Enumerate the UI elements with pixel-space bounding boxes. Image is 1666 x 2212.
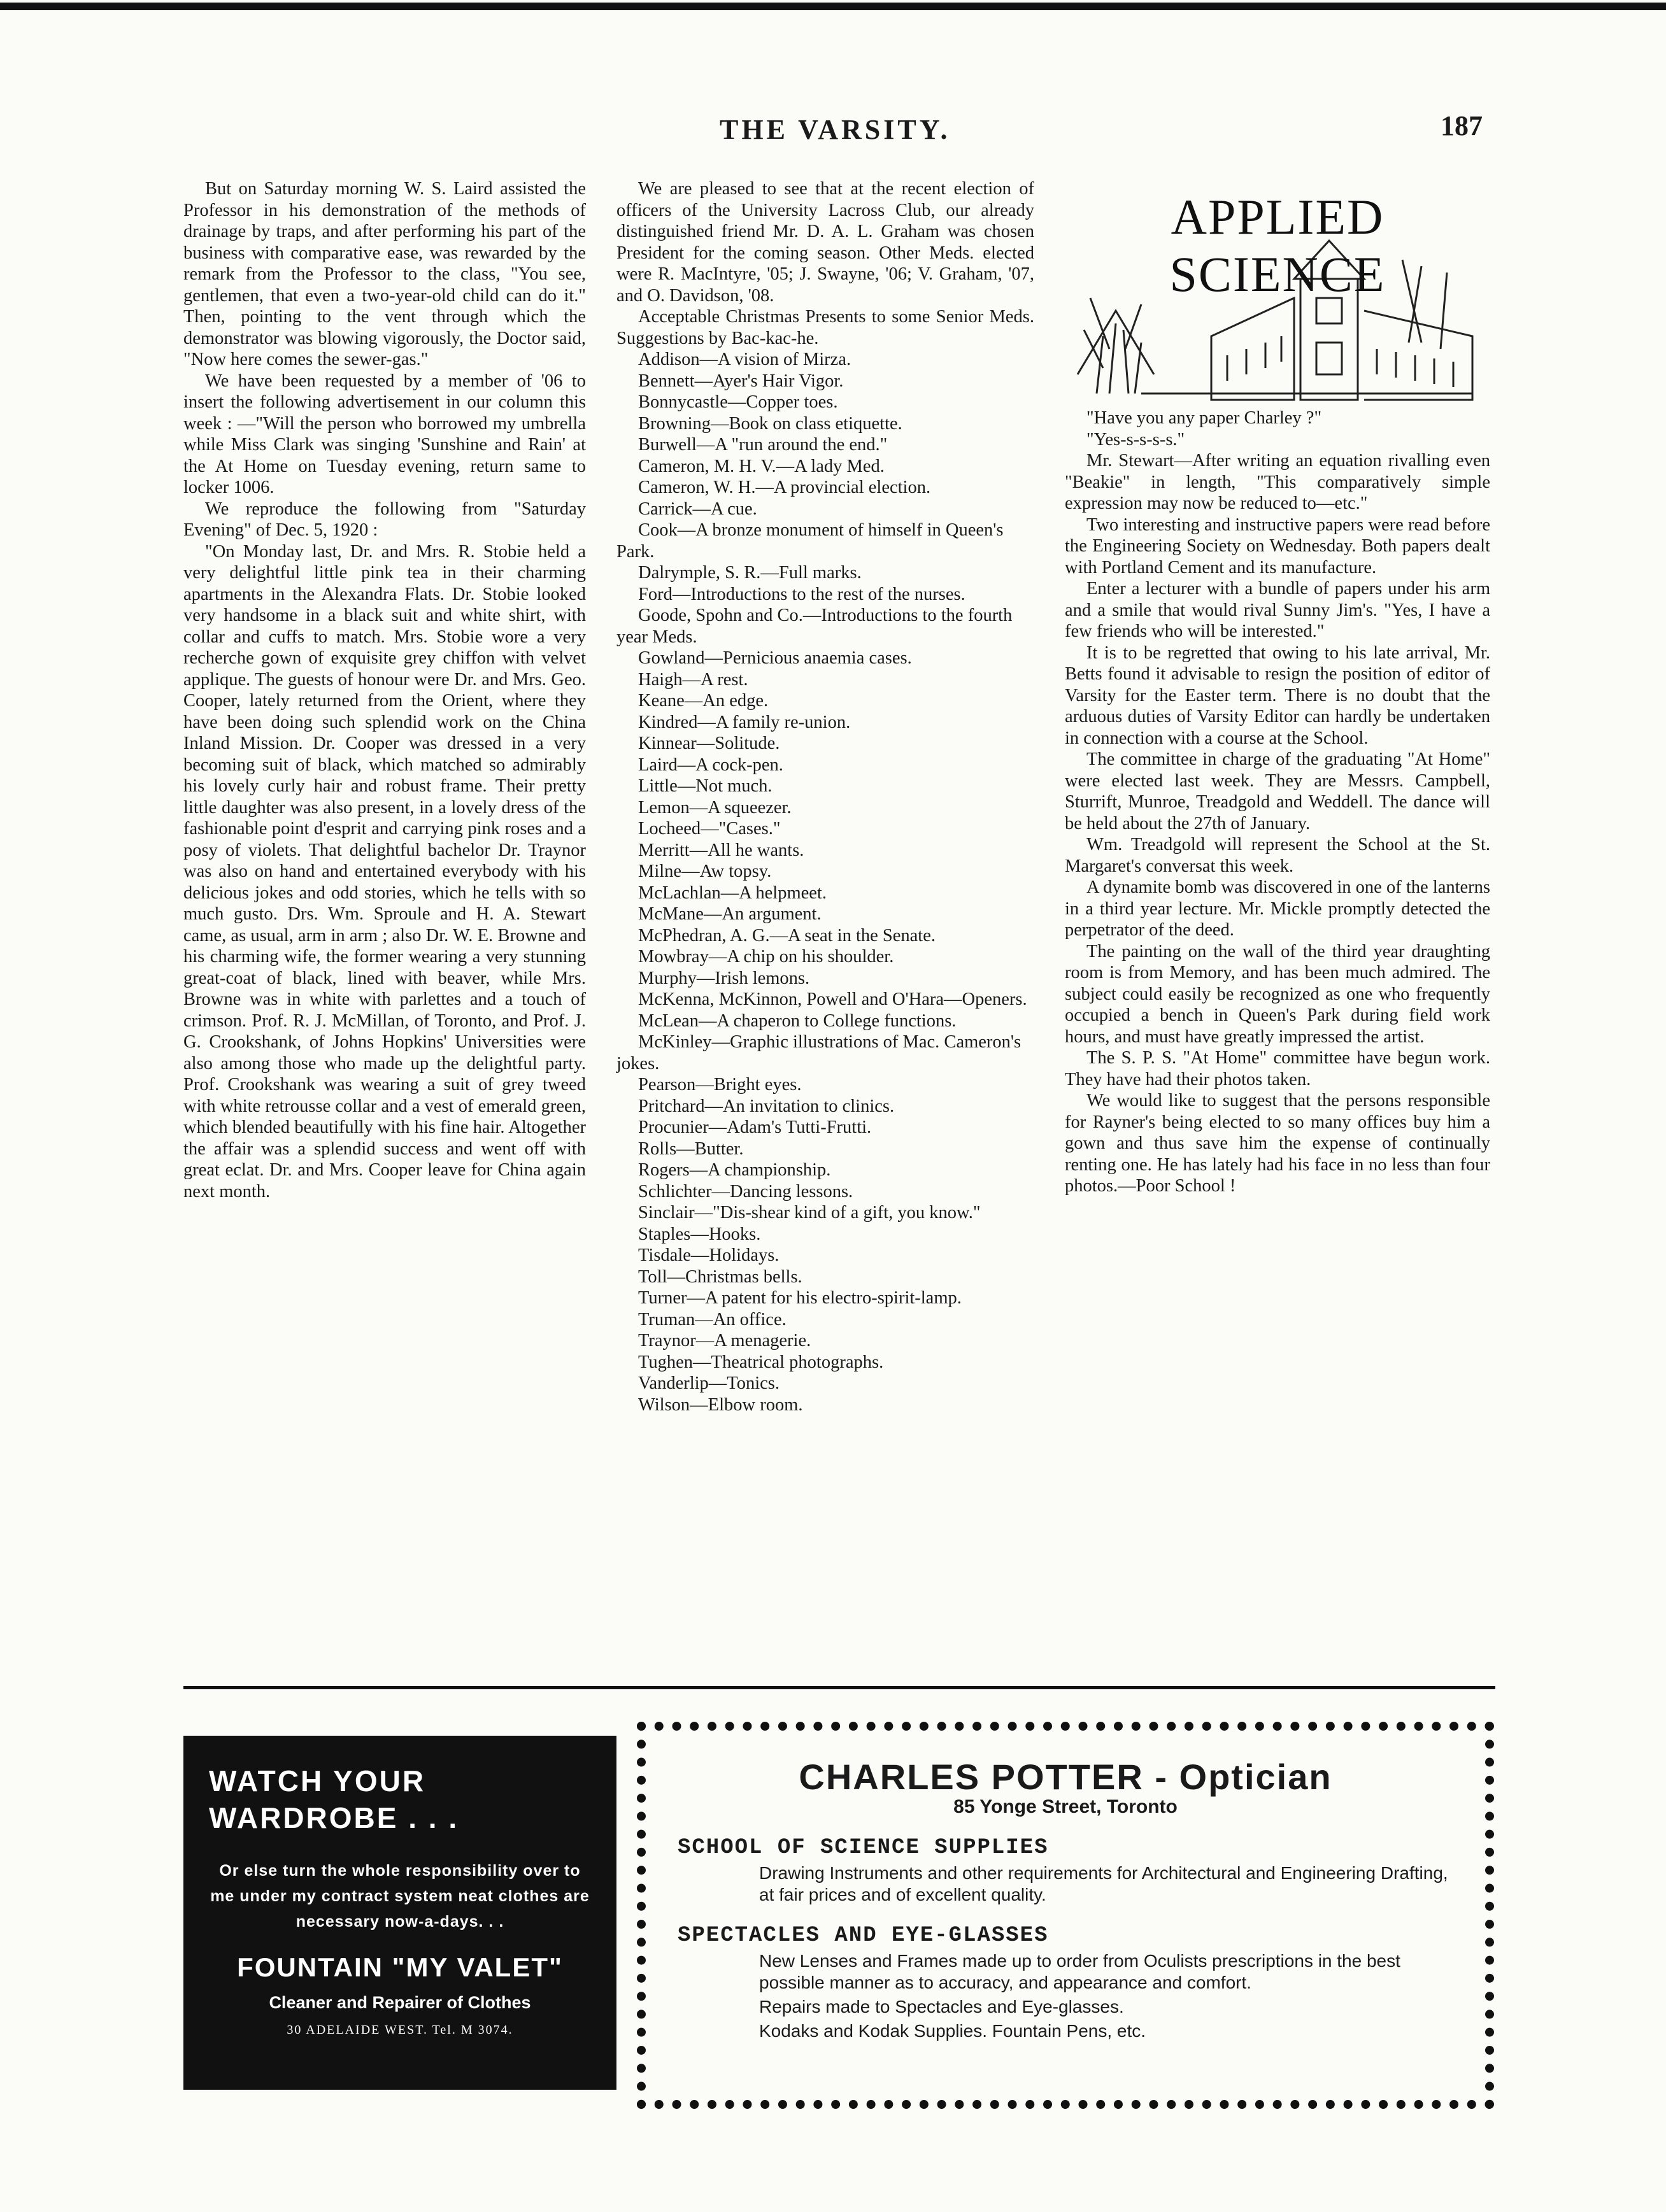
gift-list-item: McKinley—Graphic illustrations of Mac. Cameron's jokes. (616, 1032, 1022, 1074)
gift-list-item: Cameron, M. H. V.—A lady Med. (638, 456, 885, 476)
paragraph: We reproduce the following from "Saturday Evening" of Dec. 5, 1920 : (183, 499, 586, 540)
ad-section-title: SCHOOL OF SCIENCE SUPPLIES (678, 1836, 1049, 1860)
gift-list-item: Goode, Spohn and Co.—Introductions to the fourth year Meds. (616, 606, 1013, 647)
gift-list-item: Browning—Book on class etiquette. (638, 413, 902, 434)
gift-list-item: Mowbray—A chip on his shoulder. (638, 947, 894, 967)
column-christmas-presents (616, 178, 1034, 1415)
gift-list-item: Truman—An office. (638, 1309, 787, 1329)
ad-section-title: SPECTACLES AND EYE-GLASSES (678, 1924, 1049, 1948)
gift-list-item: Toll—Christmas bells. (638, 1266, 802, 1287)
paragraph: Enter a lecturer with a bundle of papers under his arm and a smile that would rival Sunny Jim's. "Yes, I have a few friends who will be interested." (1065, 579, 1490, 641)
ad-section-text: New Lenses and Frames made up to order from Oculists prescriptions in the best possible manner as to accuracy, and appearance and comfort. (759, 1951, 1400, 1992)
ad-business-name: CHARLES POTTER - Optician (799, 1757, 1332, 1797)
gift-list-item: Laird—A cock-pen. (638, 755, 783, 775)
paragraph: We would like to suggest that the persons responsible for Rayner's being elected to so many offices buy him a gown and thus save him the expense of continually renting one. He has lately had his face in no less than four photos.—Poor School ! (1065, 1091, 1490, 1196)
gift-list-item: Kinnear—Solitude. (638, 734, 780, 753)
gift-list-item: Murphy—Irish lemons. (638, 968, 810, 988)
gift-list (616, 349, 1034, 1415)
gift-list-item: McPhedran, A. G.—A seat in the Senate. (638, 925, 936, 946)
paragraph: The committee in charge of the graduating "At Home" were elected last week. They are Messrs. Campbell, Sturrift, Munroe, Treadgold and Weddell. The dance will be held about the 27th of January. (1065, 749, 1490, 833)
paragraph: "Have you any paper Charley ?" (1086, 408, 1322, 428)
gift-list-item: Tisdale—Holidays. (638, 1245, 780, 1265)
gift-list-item: Merritt—All he wants. (638, 840, 804, 860)
paragraph: But on Saturday morning W. S. Laird assisted the Professor in his demonstration of the methods of drainage by traps, and after performing his part of the business with comparative ease, was rewarded by the remark from the Professor to the class, "You see, gentlemen, that even a two-year-old child can do it." Then, pointing to the vent through which the demonstrator was blowing vigorously, the Doctor said, "Now here comes the sewer-gas." (183, 179, 586, 369)
gift-list-item: Vanderlip—Tonics. (638, 1373, 780, 1393)
gift-list-item: Dalrymple, S. R.—Full marks. (638, 563, 862, 583)
ad-tagline: Cleaner and Repairer of Clothes (269, 1993, 531, 2012)
gift-list-item: McLean—A chaperon to College functions. (638, 1010, 957, 1031)
gift-list-item: Staples—Hooks. (638, 1224, 761, 1244)
gift-list-item: Haigh—A rest. (638, 669, 748, 690)
gift-list-item: McKenna, McKinnon, Powell and O'Hara—Openers. (638, 989, 1027, 1009)
gift-list-item: Procunier—Adam's Tutti-Frutti. (638, 1117, 872, 1137)
top-border (0, 3, 1666, 10)
paragraph: The S. P. S. "At Home" committee have begun work. They have had their photos taken. (1065, 1048, 1490, 1089)
paragraph: Two interesting and instructive papers were read before the Engineering Society on Wednesday. Both papers dealt with Portland Cement and its manufacture. (1065, 514, 1490, 578)
optician-advertisement (637, 1722, 1494, 2109)
gift-list-item: Turner—A patent for his electro-spirit-lamp. (638, 1288, 962, 1308)
gift-list-item: Burwell—A "run around the end." (638, 435, 888, 455)
ad-headline: WARDROBE . . . (209, 1801, 459, 1834)
applied-science-banner (1065, 183, 1490, 406)
gift-list-item: Tughen—Theatrical photographs. (638, 1352, 884, 1372)
page-number: 187 (1441, 110, 1483, 141)
gift-list-item: Pritchard—An invitation to clinics. (638, 1096, 895, 1116)
gift-list-item: Lemon—A squeezer. (638, 797, 792, 818)
gift-list-item: Keane—An edge. (638, 691, 769, 711)
ad-body: Or else turn the whole responsibility over to me under my contract system neat clothes are necessary now-a-days. . . (210, 1862, 590, 1931)
gift-list-item: Cook—A bronze monument of himself in Queen's Park. (616, 520, 1004, 562)
ad-address: 30 ADELAIDE WEST. Tel. M 3074. (287, 2023, 513, 2037)
gift-list-item: Carrick—A cue. (638, 499, 757, 519)
gift-list-item: Milne—Aw topsy. (638, 861, 772, 881)
paragraph: Mr. Stewart—After writing an equation rivalling even "Beakie" in length, "This comparatively simple expression may now be reduced to—etc." (1065, 451, 1490, 513)
gift-list-item: Little—Not much. (638, 776, 772, 796)
ad-line: Repairs made to Spectacles and Eye-glasses. (759, 1997, 1124, 2017)
ad-section-text: Drawing Instruments and other requirements for Architectural and Engineering Drafting, at fair prices and of excellent quality. (759, 1863, 1448, 1904)
paragraph: A dynamite bomb was discovered in one of the lanterns in a third year lecture. Mr. Mickle promptly detected the perpetrator of the deed. (1065, 877, 1490, 940)
ad-line: Kodaks and Kodak Supplies. Fountain Pens, etc. (759, 2021, 1146, 2041)
paragraph: "On Monday last, Dr. and Mrs. R. Stobie held a very delightful little pink tea in their charming apartments in the Alexandra Flats. Dr. Stobie looked very handsome in a black suit and white shirt, with collar and cuffs to match. Mrs. Stobie wore a very recherche gown of exquisite grey chiffon with velvet applique. The guests of honour were Dr. and Mrs. Geo. Cooper, lately returned from the Orient, where they have been doing such splendid work on the China Inland Mission. Dr. Cooper was dressed in a very becoming suit of black, which matched so admirably his lovely curly hair and robust frame. Their pretty little daughter was also present, in a lovely dress of the fashionable point d'esprit and carrying pink roses and a posy of violets. That delightful bachelor Dr. Traynor was also on hand and entertained everybody with his delicious jokes and odd stories, which he tells with so much gusto. Drs. Wm. Sproule and H. A. Stewart came, as usual, arm in arm ; also Dr. W. E. Browne and his charming wife, the former wearing a very stunning great-coat of black, lined with beaver, while Mrs. Browne was in white with parlettes and a touch of crimson. Prof. R. J. McMillan, of Toronto, and Prof. J. G. Crookshank, of Johns Hopkins' Universities were also among those who made up the delightful party. Prof. Crookshank was wearing a suit of grey tweed with white retrousse collar and a vest of emerald green, which blended beautifully with his fine hair. Altogether the affair was a splendid success and went off with great eclat. Dr. and Mrs. Cooper leave for China again next month. (183, 541, 586, 1202)
page-title: THE VARSITY. (720, 114, 951, 145)
paragraph: It is to be regretted that owing to his late arrival, Mr. Betts found it advisable to resign the position of editor of Varsity for the Easter term. There is no doubt that the arduous duties of Varsity Editor can hardly be undertaken in connection with a course at the School. (1065, 642, 1490, 748)
gift-list-item: Ford—Introductions to the rest of the nurses. (638, 584, 965, 604)
gift-list-item: Gowland—Pernicious anaemia cases. (638, 648, 912, 668)
banner-title: APPLIED SCIENCE (1169, 189, 1386, 302)
gift-list-item: Kindred—A family re-union. (638, 712, 851, 732)
ad-headline: WATCH YOUR (209, 1764, 426, 1797)
gift-list-item: McMane—An argument. (638, 904, 822, 924)
gift-list-item: Rolls—Butter. (638, 1138, 744, 1159)
column-applied-science (1065, 408, 1490, 1197)
gift-list-item: Rogers—A championship. (638, 1160, 831, 1180)
gift-list-item: Addison—A vision of Mirza. (638, 350, 851, 369)
column-medical-notes (183, 178, 586, 1202)
gift-list-item: Bennett—Ayer's Hair Vigor. (638, 371, 844, 391)
ad-address: 85 Yonge Street, Toronto (953, 1796, 1178, 1817)
gift-list-item: Traynor—A menagerie. (638, 1331, 811, 1351)
gift-list-item: Wilson—Elbow room. (638, 1394, 803, 1415)
paragraph: "Yes-s-s-s-s." (1086, 429, 1185, 450)
gift-list-item: Bonnycastle—Copper toes. (638, 392, 838, 412)
paragraph: Wm. Treadgold will represent the School at the St. Margaret's conversat this week. (1065, 835, 1490, 876)
paragraph: We are pleased to see that at the recent election of officers of the University Lacross Club, our already distinguished friend Mr. D. A. L. Graham was chosen President for the coming season. Other Meds. elected were R. MacIntyre, '05; J. Swayne, '06; V. Graham, '07, and O. Davidson, '08. (616, 179, 1034, 306)
paragraph: The painting on the wall of the third year draughting room is from Memory, and has been much admired. The subject could easily be recognized as one who frequently occupied a bench in Queen's Park during field work hours, and must have greatly impressed the artist. (1065, 941, 1490, 1047)
paragraph: Acceptable Christmas Presents to some Senior Meds. Suggestions by Bac-kac-he. (616, 307, 1034, 348)
valet-advertisement (183, 1736, 616, 2090)
gift-list-item: Locheed—"Cases." (638, 819, 781, 839)
gift-list-item: Sinclair—"Dis-shear kind of a gift, you know." (638, 1203, 981, 1223)
ad-brand: FOUNTAIN "MY VALET" (237, 1952, 563, 1982)
gift-list-item: McLachlan—A helpmeet. (638, 883, 827, 903)
gift-list-item: Schlichter—Dancing lessons. (638, 1181, 853, 1202)
paragraph: We have been requested by a member of '06 to insert the following advertisement in our column this week : —"Will the person who borrowed my umbrella while Miss Clark was singing 'Sunshine and Rain' at the At Home on Tuesday evening, return same to locker 1006. (183, 371, 586, 497)
gift-list-item: Cameron, W. H.—A provincial election. (638, 478, 931, 497)
section-divider (183, 1686, 1495, 1689)
gift-list-item: Pearson—Bright eyes. (638, 1075, 802, 1095)
